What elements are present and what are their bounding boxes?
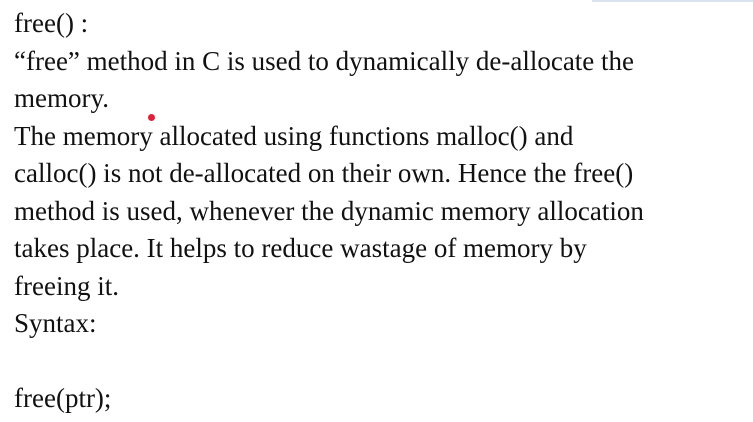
blank-line [14, 343, 746, 381]
code-snippet: free(ptr); [14, 383, 112, 413]
syntax-label: Syntax: [14, 308, 97, 338]
paragraph1-line2: memory. [14, 83, 109, 113]
top-accent-bar [592, 0, 753, 2]
paragraph2-line2: calloc() is not de-allocated on their own. Hence the free() [14, 158, 634, 188]
document-body [14, 5, 746, 418]
laser-pointer-dot [148, 114, 155, 121]
paragraph2-line4: takes place. It helps to reduce wastage of memory by [14, 233, 587, 263]
heading: free() : [14, 8, 89, 38]
paragraph2-line1: The memory allocated using functions malloc() and [14, 120, 574, 151]
paragraph1-line1: “free” method in C is used to dynamically de-allocate the [14, 45, 635, 76]
paragraph2-line3: method is used, whenever the dynamic memory allocation [14, 195, 644, 226]
paragraph2-line5: freeing it. [14, 270, 119, 301]
